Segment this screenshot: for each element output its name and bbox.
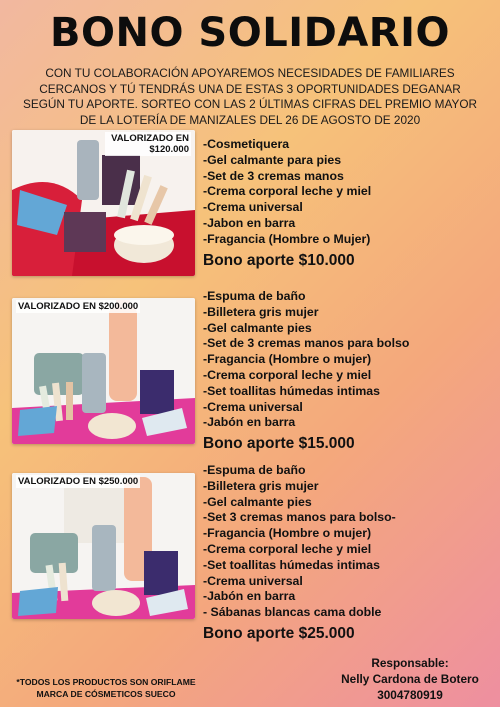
page-title: BONO SOLIDARIO bbox=[50, 10, 450, 56]
bono-2-item: -Set de 3 cremas manos para bolso bbox=[203, 336, 410, 351]
bono-3-item: -Set toallitas húmedas intimas bbox=[203, 557, 380, 572]
gift-basket-illustration-3 bbox=[12, 473, 195, 619]
bono-3-item: -Fragancia (Hombre o mujer) bbox=[203, 526, 372, 541]
oriflame-footnote: *TODOS LOS PRODUCTOS SON ORIFLAME MARCA DE CÓSMETICOS SUECO bbox=[16, 677, 196, 699]
bono-2-item: -Billetera gris mujer bbox=[203, 304, 319, 319]
bono-1-item: -Jabon en barra bbox=[203, 215, 296, 230]
bono-3-item: -Set 3 cremas manos para bolso- bbox=[203, 510, 396, 525]
bono-2-item: -Fragancia (Hombre o mujer) bbox=[203, 352, 372, 367]
gift-basket-photo-3 bbox=[12, 473, 195, 619]
bono-1-item: -Crema corporal leche y miel bbox=[203, 184, 372, 199]
responsable-phone: 3004780919 bbox=[377, 688, 443, 702]
bono-1-item: -Crema universal bbox=[203, 200, 303, 215]
bono-3-item: -Jabón en barra bbox=[203, 589, 296, 604]
bono-3-list bbox=[203, 463, 493, 644]
valorizado-label-2: VALORIZADO EN $200.000 bbox=[18, 301, 139, 312]
responsable-block bbox=[325, 655, 495, 703]
bono-2-item: -Set toallitas húmedas intimas bbox=[203, 383, 380, 398]
bono-2-item: -Crema universal bbox=[203, 399, 303, 414]
valorizado-label-3: VALORIZADO EN $250.000 bbox=[18, 476, 139, 487]
bono-3-price: Bono aporte $25.000 bbox=[203, 624, 355, 642]
bono-1-list bbox=[203, 137, 493, 271]
valorizado-label-1: VALORIZADO EN $120.000 bbox=[105, 132, 191, 156]
bono-3-item: - Sábanas blancas cama doble bbox=[203, 605, 382, 620]
bono-2-price: Bono aporte $15.000 bbox=[203, 435, 355, 453]
bono-2-item: -Crema corporal leche y miel bbox=[203, 367, 372, 382]
bono-2-item: -Espuma de baño bbox=[203, 289, 306, 303]
bono-1-item: -Set de 3 cremas manos bbox=[203, 168, 344, 183]
gift-basket-photo-1 bbox=[12, 130, 195, 276]
bono-3-item: -Gel calmante pies bbox=[203, 494, 312, 509]
responsable-name: Nelly Cardona de Botero bbox=[341, 672, 479, 686]
bono-3-item: -Billetera gris mujer bbox=[203, 478, 319, 493]
bono-3-item: -Crema universal bbox=[203, 573, 303, 588]
bono-2-item: -Jabón en barra bbox=[203, 415, 296, 430]
gift-basket-photo-2 bbox=[12, 298, 195, 444]
bono-3-item: -Crema corporal leche y miel bbox=[203, 541, 372, 556]
bono-1-price: Bono aporte $10.000 bbox=[203, 251, 355, 269]
bono-2-list bbox=[203, 289, 493, 454]
bono-1-item: -Fragancia (Hombre o Mujer) bbox=[203, 231, 371, 246]
gift-basket-illustration-2 bbox=[12, 298, 195, 444]
intro-text: CON TU COLABORACIÓN APOYAREMOS NECESIDADES DE FAMILIARES CERCANOS Y TÚ TENDRÁS UNA DE ESTAS 3 OPORTUNIDADES DEGANAR SEGÚN TU APORTE. SORTEO CON LAS 2 ÚLTIMAS CIFRAS DEL PREMIO MAYOR DE LA LOTERÍA DE MANIZALES DEL 26 DE AGOSTO DE 2020 bbox=[22, 66, 478, 127]
bono-2-item: -Gel calmante pies bbox=[203, 320, 312, 335]
responsable-label: Responsable: bbox=[371, 656, 449, 670]
bono-1-item: -Gel calmante para pies bbox=[203, 152, 342, 167]
bono-1-item: -Cosmetiquera bbox=[203, 137, 290, 151]
bono-3-item: -Espuma de baño bbox=[203, 463, 306, 477]
